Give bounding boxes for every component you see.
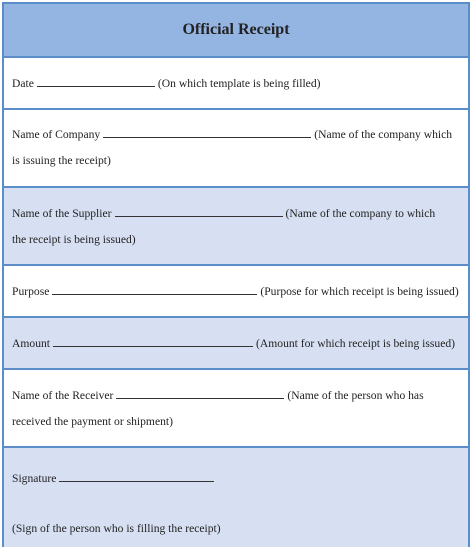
supplier-row xyxy=(4,188,468,266)
supplier-label: Name of the Supplier xyxy=(12,207,112,220)
amount-blank-line[interactable] xyxy=(53,335,253,347)
supplier-blank-line[interactable] xyxy=(115,205,283,217)
company-hint-line2: is issuing the receipt) xyxy=(12,154,111,167)
supplier-hint-line2: the receipt is being issued) xyxy=(12,233,136,246)
signature-hint: (Sign of the person who is filling the receipt) xyxy=(12,522,221,535)
company-hint-line1: (Name of the company which xyxy=(314,128,453,141)
supplier-hint-line1: (Name of the company to which xyxy=(285,207,436,220)
receiver-blank-line[interactable] xyxy=(116,387,284,399)
date-hint: (On which template is being filled) xyxy=(157,77,321,90)
purpose-blank-line[interactable] xyxy=(52,283,257,295)
signature-blank-line[interactable] xyxy=(59,470,214,482)
amount-row xyxy=(4,318,468,370)
purpose-label: Purpose xyxy=(12,285,50,298)
signature-label: Signature xyxy=(12,472,57,485)
form-title: Official Receipt xyxy=(4,4,468,58)
purpose-row xyxy=(4,266,468,318)
receiver-hint-line2: received the payment or shipment) xyxy=(12,415,173,428)
company-row xyxy=(4,110,468,188)
receiver-label: Name of the Receiver xyxy=(12,389,114,402)
receiver-hint-line1: (Name of the person who has xyxy=(287,389,424,402)
signature-row xyxy=(4,448,468,547)
date-row xyxy=(4,58,468,110)
receiver-row xyxy=(4,370,468,448)
amount-hint: (Amount for which receipt is being issued) xyxy=(256,337,455,350)
company-blank-line[interactable] xyxy=(103,126,311,138)
date-blank-line[interactable] xyxy=(37,75,155,87)
date-label: Date xyxy=(12,77,34,90)
company-label: Name of Company xyxy=(12,128,101,141)
purpose-hint: (Purpose for which receipt is being issued) xyxy=(260,285,459,298)
official-receipt-form xyxy=(2,2,470,547)
amount-label: Amount xyxy=(12,337,51,350)
